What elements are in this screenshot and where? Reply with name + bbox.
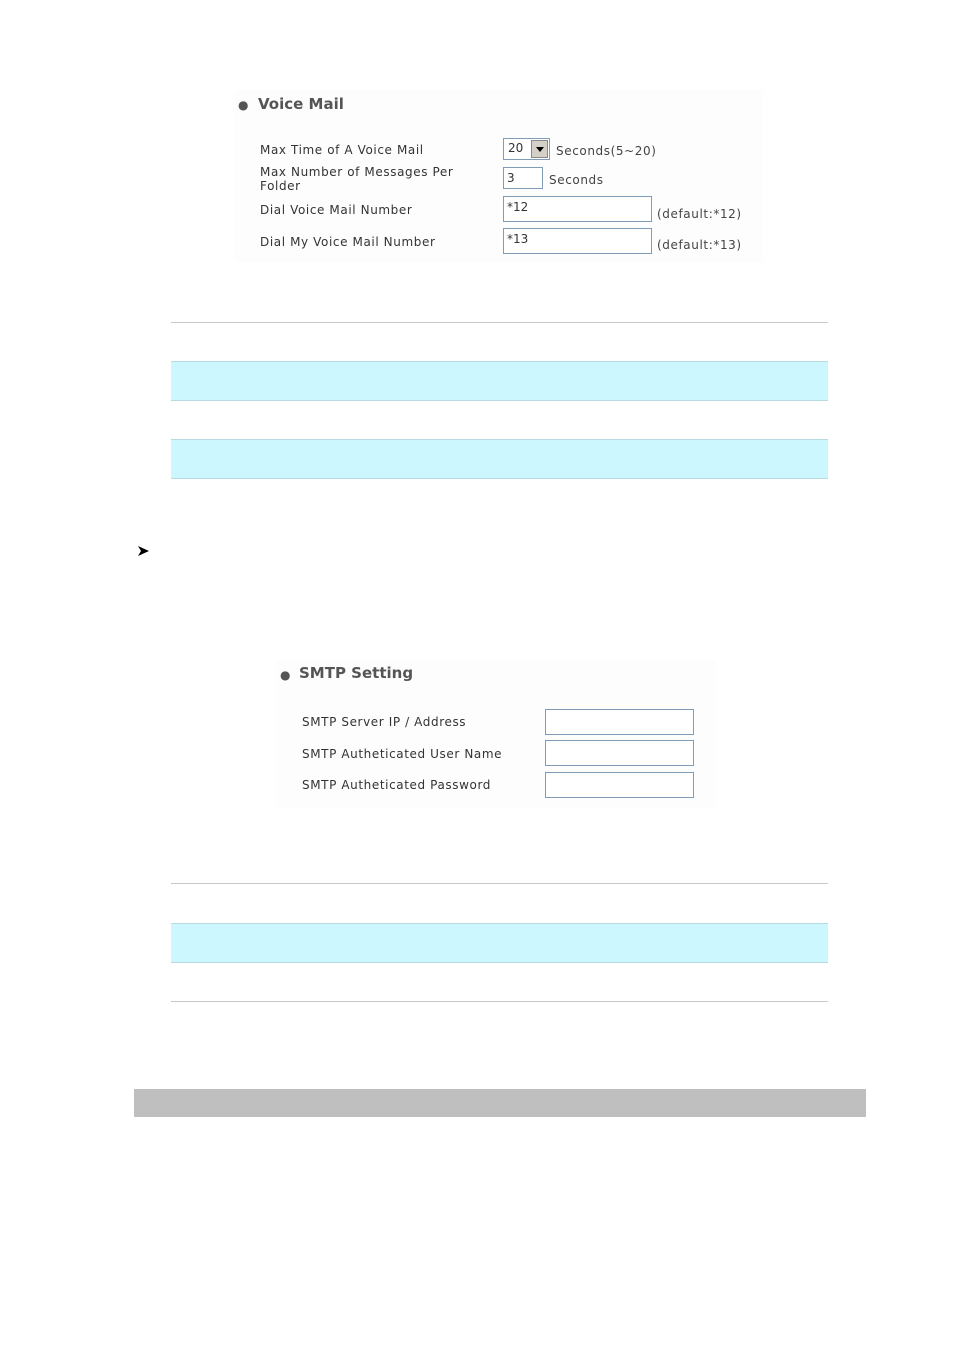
- table-row-highlight: [171, 361, 828, 401]
- dial-voice-mail-label: Dial Voice Mail Number: [260, 203, 413, 217]
- smtp-password-label: SMTP Autheticated Password: [302, 778, 492, 792]
- max-messages-input[interactable]: [503, 167, 543, 189]
- smtp-user-input[interactable]: [545, 740, 694, 766]
- smtp-server-label: SMTP Server IP / Address: [302, 715, 467, 729]
- table-row-highlight: [171, 923, 828, 963]
- voice-mail-title: Voice Mail: [258, 95, 344, 113]
- max-time-value: 20: [508, 141, 524, 155]
- max-time-select[interactable]: [503, 138, 550, 160]
- divider-line: [171, 883, 828, 884]
- dial-my-voice-mail-label: Dial My Voice Mail Number: [260, 235, 436, 249]
- max-messages-label-line2: Folder: [260, 179, 301, 193]
- divider-line: [171, 1001, 828, 1002]
- dial-my-voice-mail-input[interactable]: [503, 228, 652, 254]
- max-time-label: Max Time of A Voice Mail: [260, 143, 424, 157]
- chevron-down-icon[interactable]: [531, 140, 548, 158]
- dial-my-voice-mail-hint: (default:*13): [657, 238, 742, 252]
- dial-voice-mail-hint: (default:*12): [657, 207, 742, 221]
- max-messages-label-line1: Max Number of Messages Per: [260, 165, 454, 179]
- bullet-icon: ●: [238, 98, 249, 112]
- smtp-user-label: SMTP Autheticated User Name: [302, 747, 503, 761]
- divider-line: [171, 322, 828, 323]
- section-header-bar: [134, 1089, 866, 1117]
- bullet-icon: ●: [280, 668, 291, 682]
- max-messages-hint: Seconds: [549, 173, 604, 187]
- smtp-password-input[interactable]: [545, 772, 694, 798]
- max-time-hint: Seconds(5~20): [556, 144, 657, 158]
- arrow-right-icon: [137, 544, 151, 558]
- table-row-highlight: [171, 439, 828, 479]
- dial-voice-mail-input[interactable]: [503, 196, 652, 222]
- smtp-title: SMTP Setting: [299, 664, 414, 682]
- smtp-server-input[interactable]: [545, 709, 694, 735]
